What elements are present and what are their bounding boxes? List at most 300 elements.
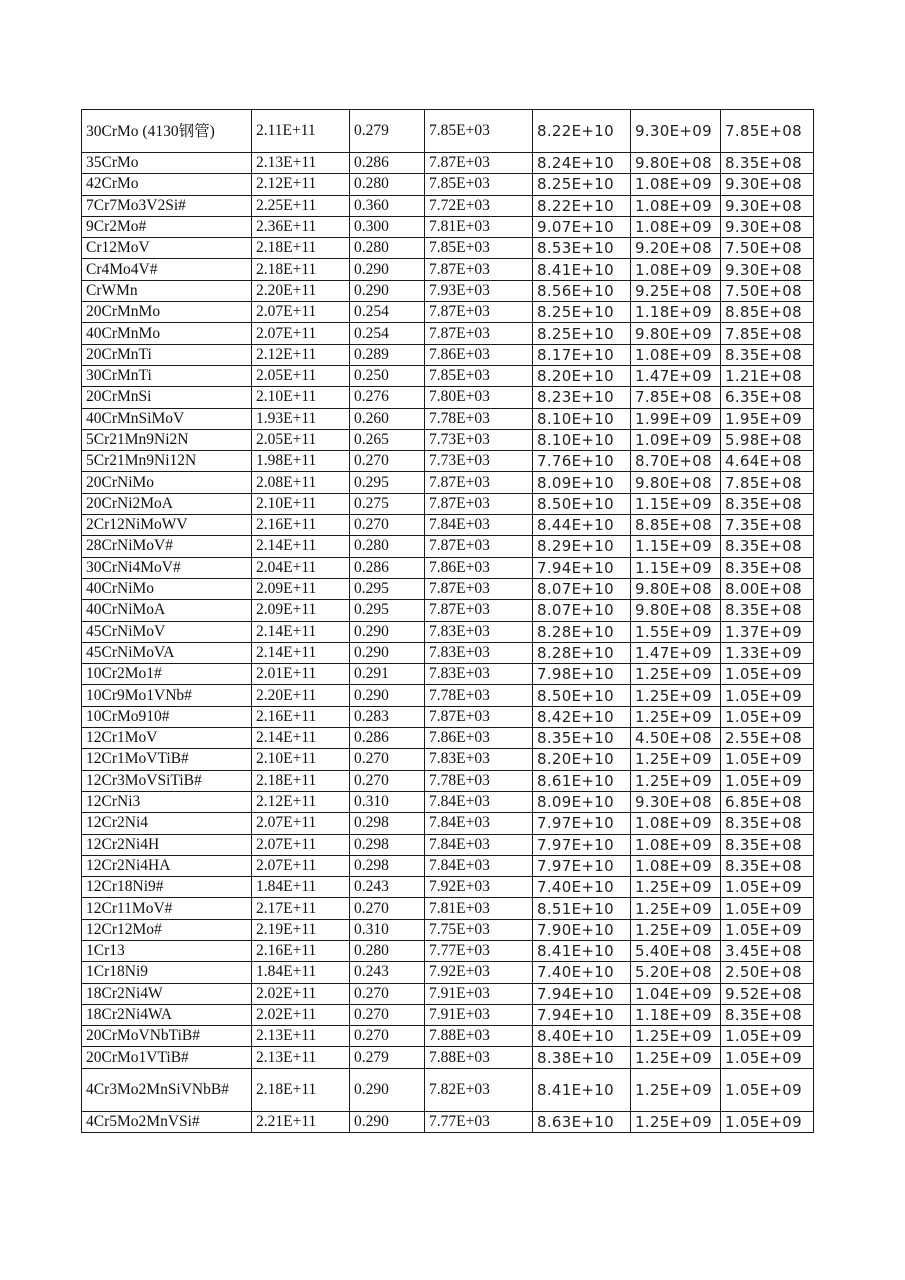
poisson-ratio-cell: 0.276 (350, 387, 425, 408)
shear-modulus-cell: 7.94E+10 (533, 983, 631, 1004)
shear-modulus-cell: 7.40E+10 (533, 877, 631, 898)
strength-b-cell: 1.05E+09 (721, 919, 814, 940)
poisson-ratio-cell: 0.295 (350, 472, 425, 493)
elastic-modulus-cell: 2.05E+11 (252, 429, 350, 450)
grade-cell: 20CrMnTi (82, 344, 252, 365)
table-row (82, 791, 814, 812)
grade-cell: 1Cr18Ni9 (82, 962, 252, 983)
table-row (82, 898, 814, 919)
shear-modulus-cell: 8.56E+10 (533, 280, 631, 301)
elastic-modulus-cell: 2.18E+11 (252, 770, 350, 791)
strength-a-cell: 1.25E+09 (631, 685, 721, 706)
shear-modulus-cell: 8.10E+10 (533, 408, 631, 429)
strength-a-cell: 1.08E+09 (631, 174, 721, 195)
grade-cell: 28CrNiMoV# (82, 536, 252, 557)
table-row (82, 280, 814, 301)
density-cell: 7.85E+03 (425, 238, 533, 259)
elastic-modulus-cell: 2.14E+11 (252, 621, 350, 642)
density-cell: 7.85E+03 (425, 174, 533, 195)
elastic-modulus-cell: 2.09E+11 (252, 600, 350, 621)
table-row (82, 770, 814, 791)
strength-b-cell: 1.05E+09 (721, 1111, 814, 1132)
elastic-modulus-cell: 1.84E+11 (252, 962, 350, 983)
strength-b-cell: 8.35E+08 (721, 536, 814, 557)
shear-modulus-cell: 8.53E+10 (533, 238, 631, 259)
poisson-ratio-cell: 0.298 (350, 855, 425, 876)
grade-cell: 10CrMo910# (82, 706, 252, 727)
density-cell: 7.84E+03 (425, 515, 533, 536)
poisson-ratio-cell: 0.283 (350, 706, 425, 727)
density-cell: 7.85E+03 (425, 365, 533, 386)
strength-a-cell: 1.25E+09 (631, 770, 721, 791)
poisson-ratio-cell: 0.286 (350, 728, 425, 749)
table-row (82, 962, 814, 983)
strength-a-cell: 9.80E+08 (631, 472, 721, 493)
strength-b-cell: 6.85E+08 (721, 791, 814, 812)
grade-cell: 10Cr2Mo1# (82, 664, 252, 685)
density-cell: 7.86E+03 (425, 344, 533, 365)
poisson-ratio-cell: 0.298 (350, 834, 425, 855)
table-row (82, 323, 814, 344)
table-row (82, 621, 814, 642)
density-cell: 7.87E+03 (425, 153, 533, 174)
elastic-modulus-cell: 2.01E+11 (252, 664, 350, 685)
strength-a-cell: 1.25E+09 (631, 898, 721, 919)
elastic-modulus-cell: 2.07E+11 (252, 834, 350, 855)
table-row (82, 642, 814, 663)
strength-a-cell: 1.15E+09 (631, 493, 721, 514)
poisson-ratio-cell: 0.279 (350, 110, 425, 153)
grade-cell: 18Cr2Ni4W (82, 983, 252, 1004)
grade-cell: 12Cr3MoVSiTiB# (82, 770, 252, 791)
grade-cell: 30CrNi4MoV# (82, 557, 252, 578)
strength-a-cell: 1.08E+09 (631, 259, 721, 280)
strength-b-cell: 8.35E+08 (721, 1004, 814, 1025)
poisson-ratio-cell: 0.290 (350, 642, 425, 663)
strength-a-cell: 1.08E+09 (631, 813, 721, 834)
shear-modulus-cell: 7.97E+10 (533, 855, 631, 876)
table-row (82, 153, 814, 174)
shear-modulus-cell: 7.94E+10 (533, 557, 631, 578)
grade-cell: 12Cr2Ni4HA (82, 855, 252, 876)
shear-modulus-cell: 8.63E+10 (533, 1111, 631, 1132)
density-cell: 7.78E+03 (425, 770, 533, 791)
density-cell: 7.86E+03 (425, 728, 533, 749)
poisson-ratio-cell: 0.298 (350, 813, 425, 834)
strength-a-cell: 1.25E+09 (631, 877, 721, 898)
shear-modulus-cell: 8.42E+10 (533, 706, 631, 727)
density-cell: 7.87E+03 (425, 578, 533, 599)
grade-cell: 42CrMo (82, 174, 252, 195)
poisson-ratio-cell: 0.265 (350, 429, 425, 450)
density-cell: 7.83E+03 (425, 642, 533, 663)
density-cell: 7.77E+03 (425, 1111, 533, 1132)
shear-modulus-cell: 8.25E+10 (533, 174, 631, 195)
strength-b-cell: 8.35E+08 (721, 344, 814, 365)
shear-modulus-cell: 8.25E+10 (533, 323, 631, 344)
density-cell: 7.84E+03 (425, 834, 533, 855)
density-cell: 7.81E+03 (425, 216, 533, 237)
shear-modulus-cell: 8.09E+10 (533, 791, 631, 812)
grade-cell: 20CrMoVNbTiB# (82, 1026, 252, 1047)
density-cell: 7.85E+03 (425, 110, 533, 153)
shear-modulus-cell: 8.25E+10 (533, 302, 631, 323)
elastic-modulus-cell: 2.11E+11 (252, 110, 350, 153)
density-cell: 7.83E+03 (425, 664, 533, 685)
strength-a-cell: 1.15E+09 (631, 557, 721, 578)
grade-cell: 20CrNi2MoA (82, 493, 252, 514)
poisson-ratio-cell: 0.254 (350, 302, 425, 323)
table-row (82, 919, 814, 940)
shear-modulus-cell: 8.28E+10 (533, 621, 631, 642)
table-row (82, 515, 814, 536)
strength-b-cell: 6.35E+08 (721, 387, 814, 408)
strength-b-cell: 7.50E+08 (721, 280, 814, 301)
shear-modulus-cell: 8.28E+10 (533, 642, 631, 663)
grade-cell: 12CrNi3 (82, 791, 252, 812)
strength-a-cell: 1.04E+09 (631, 983, 721, 1004)
material-properties-table (81, 109, 814, 1133)
elastic-modulus-cell: 2.18E+11 (252, 1068, 350, 1111)
shear-modulus-cell: 8.09E+10 (533, 472, 631, 493)
poisson-ratio-cell: 0.286 (350, 557, 425, 578)
table-row (82, 493, 814, 514)
strength-a-cell: 1.09E+09 (631, 429, 721, 450)
strength-b-cell: 7.50E+08 (721, 238, 814, 259)
shear-modulus-cell: 8.41E+10 (533, 1068, 631, 1111)
poisson-ratio-cell: 0.286 (350, 153, 425, 174)
poisson-ratio-cell: 0.270 (350, 1026, 425, 1047)
density-cell: 7.92E+03 (425, 962, 533, 983)
density-cell: 7.92E+03 (425, 877, 533, 898)
strength-b-cell: 1.05E+09 (721, 1026, 814, 1047)
strength-b-cell: 9.30E+08 (721, 195, 814, 216)
strength-b-cell: 8.35E+08 (721, 834, 814, 855)
grade-cell: 35CrMo (82, 153, 252, 174)
density-cell: 7.88E+03 (425, 1026, 533, 1047)
table-row (82, 855, 814, 876)
grade-cell: 2Cr12NiMoWV (82, 515, 252, 536)
strength-b-cell: 4.64E+08 (721, 451, 814, 472)
density-cell: 7.82E+03 (425, 1068, 533, 1111)
table-row (82, 877, 814, 898)
strength-a-cell: 1.08E+09 (631, 834, 721, 855)
grade-cell: 30CrMo (4130钢管) (82, 110, 252, 153)
elastic-modulus-cell: 2.08E+11 (252, 472, 350, 493)
strength-a-cell: 8.70E+08 (631, 451, 721, 472)
shear-modulus-cell: 8.41E+10 (533, 940, 631, 961)
grade-cell: 1Cr13 (82, 940, 252, 961)
strength-a-cell: 1.47E+09 (631, 642, 721, 663)
strength-a-cell: 1.08E+09 (631, 344, 721, 365)
grade-cell: 45CrNiMoVA (82, 642, 252, 663)
strength-a-cell: 1.18E+09 (631, 1004, 721, 1025)
density-cell: 7.83E+03 (425, 749, 533, 770)
poisson-ratio-cell: 0.290 (350, 1111, 425, 1132)
strength-a-cell: 7.85E+08 (631, 387, 721, 408)
grade-cell: 4Cr3Mo2MnSiVNbB# (82, 1068, 252, 1111)
table-row (82, 728, 814, 749)
poisson-ratio-cell: 0.254 (350, 323, 425, 344)
shear-modulus-cell: 8.61E+10 (533, 770, 631, 791)
strength-b-cell: 7.85E+08 (721, 110, 814, 153)
strength-b-cell: 9.30E+08 (721, 216, 814, 237)
table-row (82, 749, 814, 770)
strength-b-cell: 9.30E+08 (721, 174, 814, 195)
strength-a-cell: 5.20E+08 (631, 962, 721, 983)
strength-a-cell: 1.25E+09 (631, 706, 721, 727)
elastic-modulus-cell: 2.07E+11 (252, 855, 350, 876)
strength-b-cell: 8.35E+08 (721, 855, 814, 876)
poisson-ratio-cell: 0.270 (350, 770, 425, 791)
strength-b-cell: 7.35E+08 (721, 515, 814, 536)
strength-a-cell: 1.25E+09 (631, 1111, 721, 1132)
poisson-ratio-cell: 0.300 (350, 216, 425, 237)
elastic-modulus-cell: 2.12E+11 (252, 791, 350, 812)
table-row (82, 174, 814, 195)
strength-a-cell: 9.80E+08 (631, 578, 721, 599)
strength-b-cell: 1.05E+09 (721, 898, 814, 919)
strength-a-cell: 1.25E+09 (631, 1068, 721, 1111)
strength-b-cell: 8.35E+08 (721, 153, 814, 174)
density-cell: 7.86E+03 (425, 557, 533, 578)
grade-cell: 40CrMnMo (82, 323, 252, 344)
elastic-modulus-cell: 2.14E+11 (252, 536, 350, 557)
strength-a-cell: 1.08E+09 (631, 855, 721, 876)
density-cell: 7.88E+03 (425, 1047, 533, 1068)
shear-modulus-cell: 7.94E+10 (533, 1004, 631, 1025)
density-cell: 7.75E+03 (425, 919, 533, 940)
grade-cell: 12Cr12Mo# (82, 919, 252, 940)
strength-a-cell: 1.08E+09 (631, 216, 721, 237)
grade-cell: 30CrMnTi (82, 365, 252, 386)
shear-modulus-cell: 8.29E+10 (533, 536, 631, 557)
shear-modulus-cell: 8.24E+10 (533, 153, 631, 174)
elastic-modulus-cell: 2.10E+11 (252, 493, 350, 514)
strength-b-cell: 1.05E+09 (721, 877, 814, 898)
strength-b-cell: 8.35E+08 (721, 600, 814, 621)
strength-b-cell: 8.35E+08 (721, 493, 814, 514)
density-cell: 7.87E+03 (425, 600, 533, 621)
poisson-ratio-cell: 0.291 (350, 664, 425, 685)
elastic-modulus-cell: 2.10E+11 (252, 387, 350, 408)
elastic-modulus-cell: 2.13E+11 (252, 1026, 350, 1047)
elastic-modulus-cell: 2.13E+11 (252, 153, 350, 174)
density-cell: 7.78E+03 (425, 685, 533, 706)
grade-cell: Cr4Mo4V# (82, 259, 252, 280)
poisson-ratio-cell: 0.270 (350, 983, 425, 1004)
density-cell: 7.91E+03 (425, 1004, 533, 1025)
strength-b-cell: 7.85E+08 (721, 323, 814, 344)
elastic-modulus-cell: 2.07E+11 (252, 813, 350, 834)
poisson-ratio-cell: 0.270 (350, 749, 425, 770)
density-cell: 7.87E+03 (425, 706, 533, 727)
strength-a-cell: 1.25E+09 (631, 919, 721, 940)
strength-a-cell: 9.80E+09 (631, 323, 721, 344)
elastic-modulus-cell: 2.16E+11 (252, 706, 350, 727)
elastic-modulus-cell: 2.02E+11 (252, 1004, 350, 1025)
strength-b-cell: 9.30E+08 (721, 259, 814, 280)
grade-cell: CrWMn (82, 280, 252, 301)
strength-a-cell: 9.80E+08 (631, 600, 721, 621)
strength-a-cell: 5.40E+08 (631, 940, 721, 961)
shear-modulus-cell: 8.50E+10 (533, 685, 631, 706)
strength-b-cell: 3.45E+08 (721, 940, 814, 961)
strength-b-cell: 2.50E+08 (721, 962, 814, 983)
table-row (82, 983, 814, 1004)
density-cell: 7.78E+03 (425, 408, 533, 429)
grade-cell: 10Cr9Mo1VNb# (82, 685, 252, 706)
table-row (82, 1068, 814, 1111)
elastic-modulus-cell: 2.09E+11 (252, 578, 350, 599)
strength-b-cell: 2.55E+08 (721, 728, 814, 749)
poisson-ratio-cell: 0.295 (350, 600, 425, 621)
strength-b-cell: 7.85E+08 (721, 472, 814, 493)
strength-b-cell: 1.05E+09 (721, 685, 814, 706)
strength-a-cell: 9.25E+08 (631, 280, 721, 301)
poisson-ratio-cell: 0.250 (350, 365, 425, 386)
grade-cell: Cr12MoV (82, 238, 252, 259)
shear-modulus-cell: 8.22E+10 (533, 110, 631, 153)
strength-b-cell: 1.05E+09 (721, 664, 814, 685)
strength-a-cell: 1.25E+09 (631, 664, 721, 685)
poisson-ratio-cell: 0.280 (350, 238, 425, 259)
table-row (82, 110, 814, 153)
shear-modulus-cell: 8.22E+10 (533, 195, 631, 216)
density-cell: 7.87E+03 (425, 536, 533, 557)
shear-modulus-cell: 8.23E+10 (533, 387, 631, 408)
shear-modulus-cell: 8.50E+10 (533, 493, 631, 514)
elastic-modulus-cell: 2.07E+11 (252, 323, 350, 344)
grade-cell: 12Cr18Ni9# (82, 877, 252, 898)
strength-a-cell: 4.50E+08 (631, 728, 721, 749)
table-row (82, 706, 814, 727)
table-row (82, 834, 814, 855)
table-row (82, 536, 814, 557)
grade-cell: 45CrNiMoV (82, 621, 252, 642)
shear-modulus-cell: 7.97E+10 (533, 834, 631, 855)
poisson-ratio-cell: 0.310 (350, 791, 425, 812)
poisson-ratio-cell: 0.289 (350, 344, 425, 365)
elastic-modulus-cell: 2.12E+11 (252, 344, 350, 365)
elastic-modulus-cell: 2.20E+11 (252, 685, 350, 706)
strength-a-cell: 1.55E+09 (631, 621, 721, 642)
table-row (82, 1111, 814, 1132)
poisson-ratio-cell: 0.290 (350, 1068, 425, 1111)
strength-a-cell: 9.80E+08 (631, 153, 721, 174)
strength-a-cell: 9.20E+08 (631, 238, 721, 259)
poisson-ratio-cell: 0.243 (350, 877, 425, 898)
poisson-ratio-cell: 0.270 (350, 898, 425, 919)
table-row (82, 344, 814, 365)
poisson-ratio-cell: 0.310 (350, 919, 425, 940)
table-row (82, 302, 814, 323)
density-cell: 7.84E+03 (425, 855, 533, 876)
grade-cell: 20CrMnSi (82, 387, 252, 408)
grade-cell: 4Cr5Mo2MnVSi# (82, 1111, 252, 1132)
shear-modulus-cell: 8.20E+10 (533, 365, 631, 386)
strength-b-cell: 8.85E+08 (721, 302, 814, 323)
table-body (82, 110, 814, 1133)
elastic-modulus-cell: 2.02E+11 (252, 983, 350, 1004)
table-row (82, 216, 814, 237)
poisson-ratio-cell: 0.360 (350, 195, 425, 216)
elastic-modulus-cell: 1.98E+11 (252, 451, 350, 472)
shear-modulus-cell: 7.98E+10 (533, 664, 631, 685)
grade-cell: 20CrMnMo (82, 302, 252, 323)
strength-a-cell: 1.47E+09 (631, 365, 721, 386)
density-cell: 7.93E+03 (425, 280, 533, 301)
shear-modulus-cell: 8.07E+10 (533, 600, 631, 621)
elastic-modulus-cell: 2.14E+11 (252, 642, 350, 663)
strength-a-cell: 9.30E+09 (631, 110, 721, 153)
density-cell: 7.87E+03 (425, 493, 533, 514)
table-row (82, 365, 814, 386)
grade-cell: 9Cr2Mo# (82, 216, 252, 237)
poisson-ratio-cell: 0.280 (350, 174, 425, 195)
table-row (82, 238, 814, 259)
shear-modulus-cell: 8.51E+10 (533, 898, 631, 919)
elastic-modulus-cell: 2.16E+11 (252, 515, 350, 536)
table-row (82, 813, 814, 834)
table-row (82, 557, 814, 578)
table-row (82, 387, 814, 408)
elastic-modulus-cell: 2.21E+11 (252, 1111, 350, 1132)
strength-b-cell: 1.21E+08 (721, 365, 814, 386)
poisson-ratio-cell: 0.279 (350, 1047, 425, 1068)
shear-modulus-cell: 8.07E+10 (533, 578, 631, 599)
grade-cell: 5Cr21Mn9Ni2N (82, 429, 252, 450)
poisson-ratio-cell: 0.270 (350, 451, 425, 472)
elastic-modulus-cell: 2.18E+11 (252, 238, 350, 259)
grade-cell: 40CrNiMo (82, 578, 252, 599)
poisson-ratio-cell: 0.290 (350, 685, 425, 706)
table-row (82, 600, 814, 621)
strength-a-cell: 9.30E+08 (631, 791, 721, 812)
poisson-ratio-cell: 0.290 (350, 259, 425, 280)
strength-b-cell: 1.05E+09 (721, 1047, 814, 1068)
poisson-ratio-cell: 0.280 (350, 536, 425, 557)
strength-a-cell: 1.99E+09 (631, 408, 721, 429)
shear-modulus-cell: 9.07E+10 (533, 216, 631, 237)
shear-modulus-cell: 7.97E+10 (533, 813, 631, 834)
elastic-modulus-cell: 2.04E+11 (252, 557, 350, 578)
shear-modulus-cell: 8.38E+10 (533, 1047, 631, 1068)
density-cell: 7.80E+03 (425, 387, 533, 408)
table-row (82, 195, 814, 216)
elastic-modulus-cell: 2.10E+11 (252, 749, 350, 770)
grade-cell: 40CrMnSiMoV (82, 408, 252, 429)
table-row (82, 1026, 814, 1047)
strength-a-cell: 1.25E+09 (631, 1047, 721, 1068)
density-cell: 7.87E+03 (425, 472, 533, 493)
elastic-modulus-cell: 2.13E+11 (252, 1047, 350, 1068)
grade-cell: 20CrMo1VTiB# (82, 1047, 252, 1068)
shear-modulus-cell: 8.40E+10 (533, 1026, 631, 1047)
poisson-ratio-cell: 0.290 (350, 280, 425, 301)
grade-cell: 5Cr21Mn9Ni12N (82, 451, 252, 472)
elastic-modulus-cell: 2.18E+11 (252, 259, 350, 280)
strength-b-cell: 1.95E+09 (721, 408, 814, 429)
shear-modulus-cell: 8.41E+10 (533, 259, 631, 280)
elastic-modulus-cell: 1.84E+11 (252, 877, 350, 898)
table-row (82, 451, 814, 472)
grade-cell: 12Cr2Ni4H (82, 834, 252, 855)
shear-modulus-cell: 7.90E+10 (533, 919, 631, 940)
table-row (82, 1004, 814, 1025)
grade-cell: 40CrNiMoA (82, 600, 252, 621)
grade-cell: 12Cr2Ni4 (82, 813, 252, 834)
